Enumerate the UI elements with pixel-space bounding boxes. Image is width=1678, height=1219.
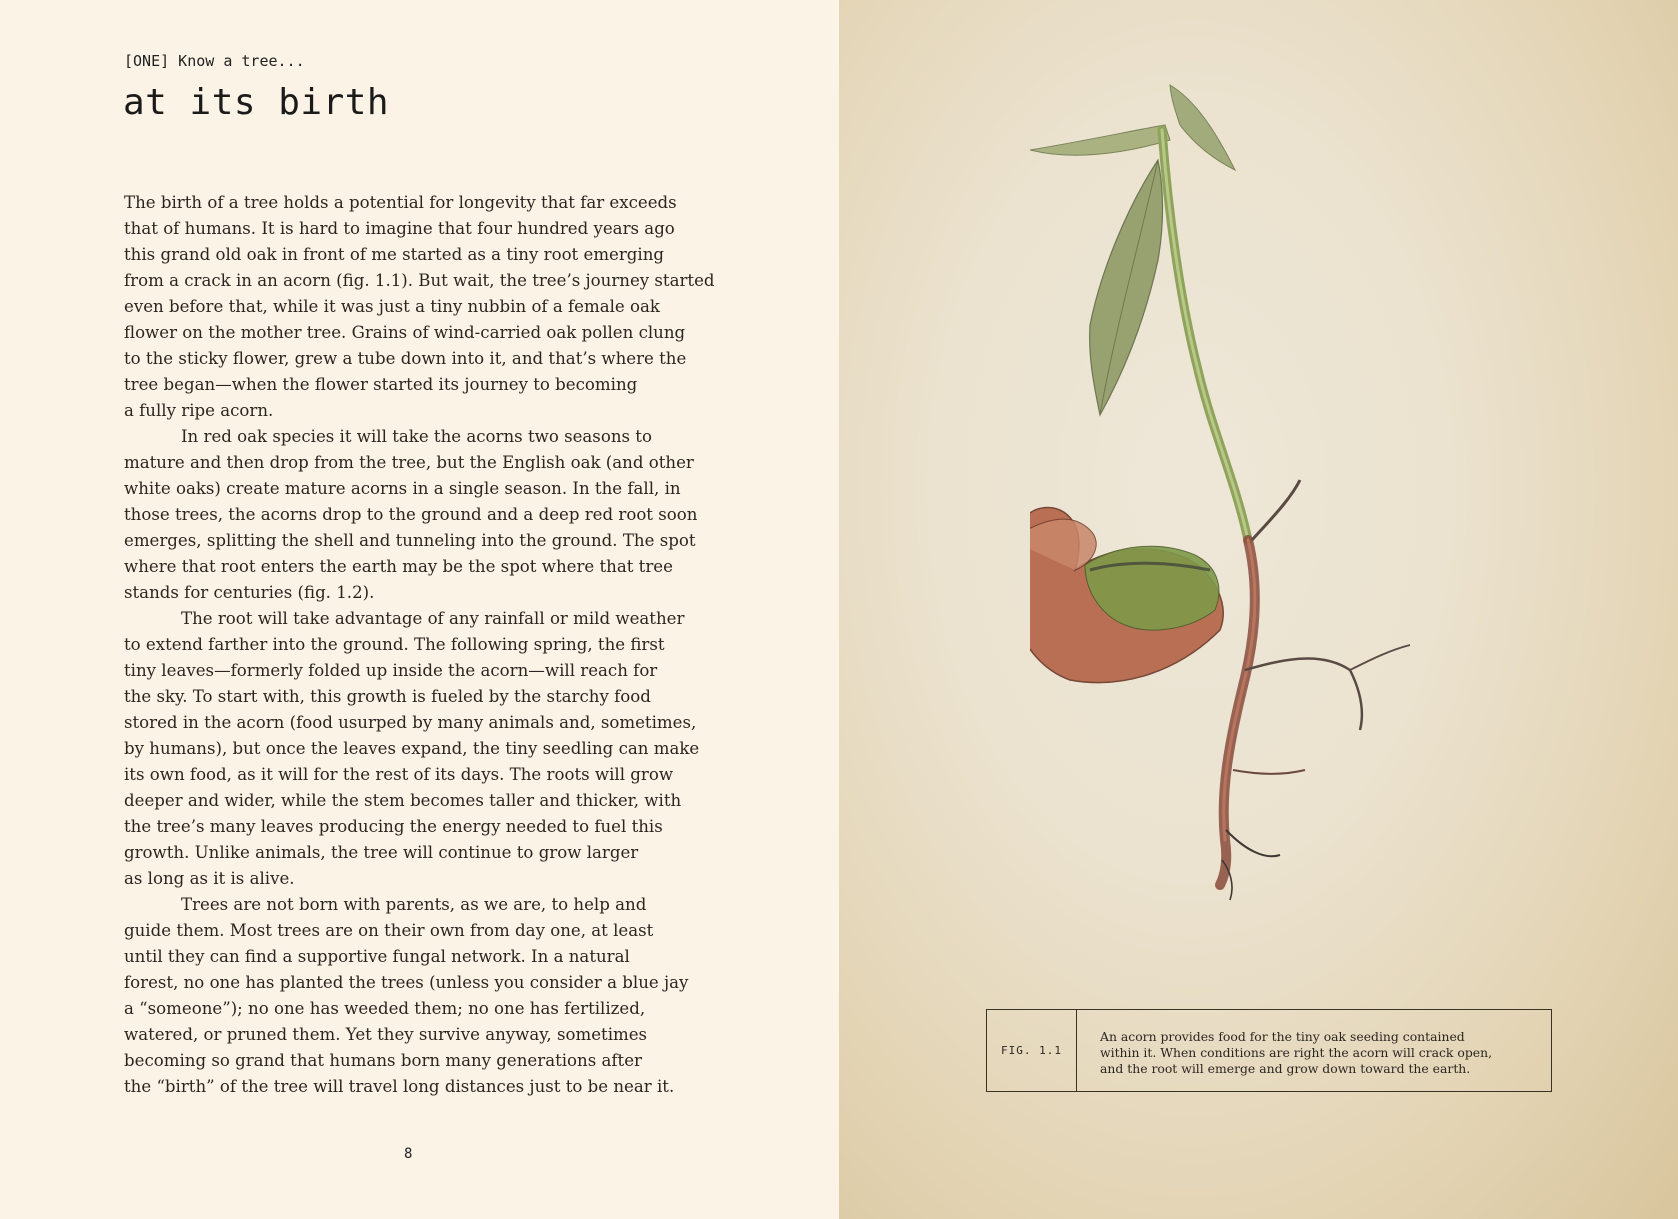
body-line: to extend farther into the ground. The following spring, the first	[124, 635, 665, 654]
body-line: a “someone”); no one has weeded them; no one has fertilized,	[124, 999, 646, 1018]
body-line: white oaks) create mature acorns in a single season. In the fall, in	[124, 479, 681, 498]
body-line: mature and then drop from the tree, but the English oak (and other	[124, 453, 694, 472]
seedling-leaf	[1170, 85, 1235, 170]
body-line: emerges, splitting the shell and tunneling into the ground. The spot	[124, 531, 696, 550]
figure-caption	[986, 1009, 1552, 1092]
body-line: guide them. Most trees are on their own from day one, at least	[124, 921, 654, 940]
body-line: that of humans. It is hard to imagine that four hundred years ago	[124, 219, 675, 238]
chapter-title: at its birth	[123, 82, 390, 123]
body-line: The birth of a tree holds a potential for longevity that far exceeds	[124, 193, 677, 212]
body-line: by humans), but once the leaves expand, the tiny seedling can make	[124, 739, 700, 758]
body-line: stands for centuries (fig. 1.2).	[124, 583, 375, 602]
caption-line: An acorn provides food for the tiny oak seeding contained	[1100, 1029, 1465, 1044]
body-line: a fully ripe acorn.	[124, 401, 274, 420]
body-line: until they can find a supportive fungal network. In a natural	[124, 947, 630, 966]
body-line: to the sticky flower, grew a tube down into it, and that’s where the	[124, 349, 687, 368]
seedling-stem	[1162, 130, 1248, 540]
body-line: The root will take advantage of any rainfall or mild weather	[181, 609, 685, 628]
body-line: those trees, the acorns drop to the ground and a deep red root soon	[124, 505, 698, 524]
acorn-seedling-illustration	[1030, 70, 1530, 950]
body-line: stored in the acorn (food usurped by many animals and, sometimes,	[124, 713, 697, 732]
body-line: deeper and wider, while the stem becomes taller and thicker, with	[124, 791, 682, 810]
seedling-root	[1226, 830, 1280, 856]
body-line: as long as it is alive.	[124, 869, 295, 888]
figure-caption-text	[1077, 1010, 1551, 1091]
body-line: its own food, as it will for the rest of its days. The roots will grow	[124, 765, 674, 784]
seedling-leaf	[1090, 160, 1163, 415]
seedling-root	[1245, 658, 1362, 730]
caption-line: within it. When conditions are right the acorn will crack open,	[1100, 1045, 1493, 1060]
body-line: tree began—when the flower started its journey to becoming	[124, 375, 638, 394]
page-number: 8	[404, 1146, 413, 1162]
body-line: this grand old oak in front of me started as a tiny root emerging	[124, 245, 665, 264]
body-text	[124, 190, 715, 1100]
seedling-leaf	[1030, 125, 1170, 155]
figure-label: FIG. 1.1	[987, 1010, 1077, 1091]
body-line: the sky. To start with, this growth is fueled by the starchy food	[124, 687, 651, 706]
body-line: the “birth” of the tree will travel long distances just to be near it.	[124, 1077, 675, 1096]
body-line: even before that, while it was just a tiny nubbin of a female oak	[124, 297, 660, 316]
seedling-root	[1252, 480, 1300, 540]
body-line: where that root enters the earth may be the spot where that tree	[124, 557, 673, 576]
body-line: In red oak species it will take the acorns two seasons to	[181, 427, 652, 446]
caption-line: and the root will emerge and grow down toward the earth.	[1100, 1061, 1471, 1076]
body-line: Trees are not born with parents, as we are, to help and	[181, 895, 647, 914]
body-line: from a crack in an acorn (fig. 1.1). But wait, the tree’s journey started	[124, 271, 715, 290]
seedling-root	[1233, 770, 1305, 774]
seedling-root	[1350, 645, 1410, 670]
body-line: watered, or pruned them. Yet they survive anyway, sometimes	[124, 1025, 648, 1044]
body-line: flower on the mother tree. Grains of wind-carried oak pollen clung	[124, 323, 686, 342]
body-line: tiny leaves—formerly folded up inside the acorn—will reach for	[124, 661, 658, 680]
body-line: forest, no one has planted the trees (unless you consider a blue jay	[124, 973, 689, 992]
body-line: growth. Unlike animals, the tree will continue to grow larger	[124, 843, 639, 862]
chapter-kicker: [ONE] Know a tree...	[124, 52, 305, 70]
body-line: becoming so grand that humans born many generations after	[124, 1051, 642, 1070]
body-line: the tree’s many leaves producing the energy needed to fuel this	[124, 817, 663, 836]
